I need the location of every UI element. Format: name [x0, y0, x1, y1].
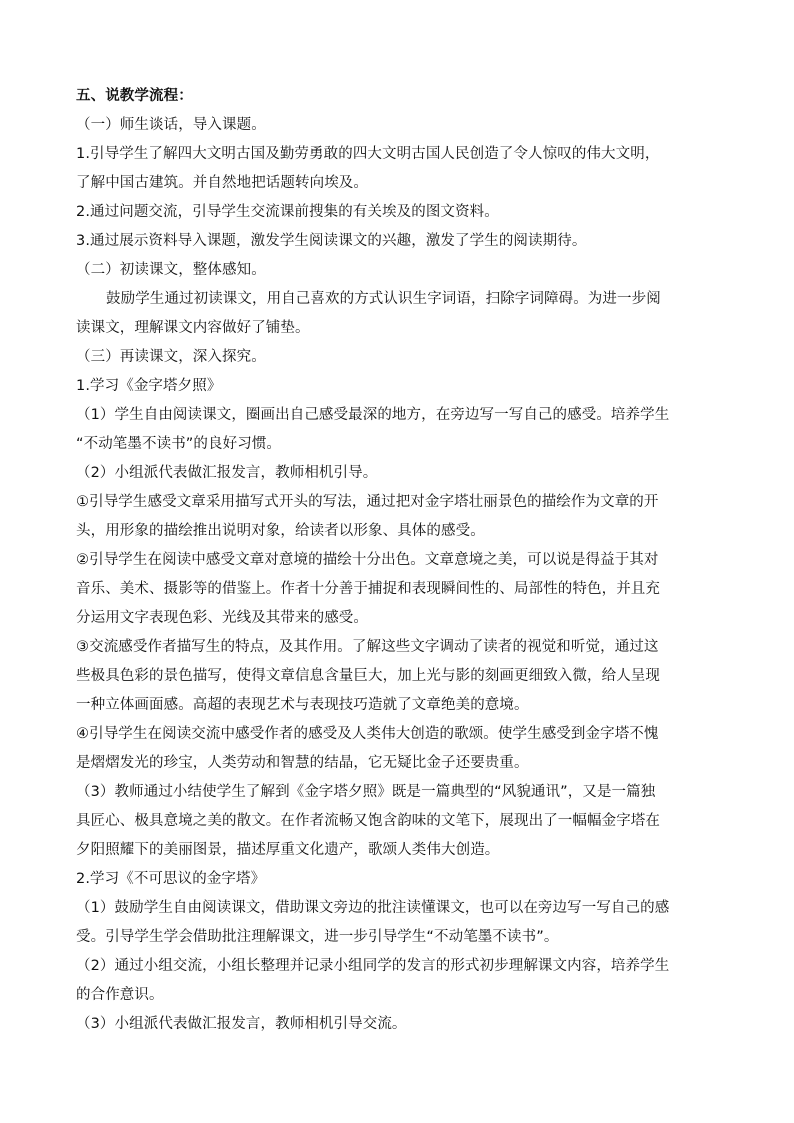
text-line: 分运用文字表现色彩、光线及其带来的感受。: [76, 610, 368, 626]
subsection-title: （三）再读课文，深入探究。: [76, 349, 266, 365]
text-line: 3.通过展示资料导入课题，激发学生阅读课文的兴趣，激发了学生的阅读期待。: [76, 233, 587, 249]
text-line: （3）小组派代表做汇报发言，教师相机引导交流。: [76, 1016, 407, 1032]
text-line: ④引导学生在阅读交流中感受作者的感受及人类伟大创造的歌颂。使学生感受到金字塔不愧: [76, 726, 659, 742]
text-line: 受。引导学生学会借助批注理解课文，进一步引导学生“不动笔墨不读书”。: [76, 929, 559, 945]
text-line: ③交流感受作者描写生的特点，及其作用。了解这些文字调动了读者的视觉和听觉，通过这: [76, 639, 659, 655]
document-body: [76, 82, 726, 1039]
text-line: 的合作意识。: [76, 987, 164, 1003]
text-line: （2）小组派代表做汇报发言，教师相机引导。: [76, 465, 378, 481]
text-line: 具匠心、极具意境之美的散文。在作者流畅又饱含韵味的文笔下，展现出了一幅幅金字塔在: [76, 813, 660, 829]
text-line: “不动笔墨不读书”的良好习惯。: [76, 436, 282, 452]
text-line: 鼓励学生通过初读课文，用自己喜欢的方式认识生字词语，扫除字词障碍。为进一步阅: [106, 291, 661, 307]
text-line: 头，用形象的描绘推出说明对象，给读者以形象、具体的感受。: [76, 523, 485, 539]
text-line: （1）鼓励学生自由阅读课文，借助课文旁边的批注读懂课文，也可以在旁边写一写自己的感: [76, 900, 670, 916]
text-line: 1.引导学生了解四大文明古国及勤劳勇敢的四大文明古国人民创造了令人惊叹的伟大文明，: [76, 146, 660, 162]
text-line: 夕阳照耀下的美丽图景，描述厚重文化遗产，歌颂人类伟大创造。: [76, 842, 500, 858]
subsection-title: （二）初读课文，整体感知。: [76, 262, 266, 278]
text-line: 一种立体画面感。高超的表现艺术与表现技巧造就了文章绝美的意境。: [76, 697, 529, 713]
text-line: 了解中国古建筑。并自然地把话题转向埃及。: [76, 175, 368, 191]
text-line: 音乐、美术、摄影等的借鉴上。作者十分善于捕捉和表现瞬间性的、局部性的特色，并且充: [76, 581, 660, 597]
text-line: （2）通过小组交流，小组长整理并记录小组同学的发言的形式初步理解课文内容，培养学生: [76, 958, 670, 974]
text-line: 读课文，理解课文内容做好了铺垫。: [76, 320, 310, 336]
text-line: 是熠熠发光的珍宝，人类劳动和智慧的结晶，它无疑比金子还要贵重。: [76, 755, 529, 771]
text-line: 些极具色彩的景色描写，使得文章信息含量巨大，加上光与影的刻画更细致入微，给人呈现: [76, 668, 660, 684]
text-line: ②引导学生在阅读中感受文章对意境的描绘十分出色。文章意境之美，可以说是得益于其对: [76, 552, 659, 568]
text-line: 2.通过问题交流，引导学生交流课前搜集的有关埃及的图文资料。: [76, 204, 499, 220]
section-heading: 五、说教学流程：: [76, 88, 193, 104]
text-line: ①引导学生感受文章采用描写式开头的写法，通过把对金字塔壮丽景色的描绘作为文章的开: [76, 494, 659, 510]
text-line: 1.学习《金字塔夕照》: [76, 378, 222, 394]
text-line: （1）学生自由阅读课文，圈画出自己感受最深的地方，在旁边写一写自己的感受。培养学生: [76, 407, 670, 423]
text-line: 2.学习《不可思议的金字塔》: [76, 871, 266, 887]
subsection-title: （一）师生谈话，导入课题。: [76, 117, 266, 133]
text-line: （3）教师通过小结使学生了解到《金字塔夕照》既是一篇典型的“风貌通讯”，又是一篇独: [76, 784, 656, 800]
